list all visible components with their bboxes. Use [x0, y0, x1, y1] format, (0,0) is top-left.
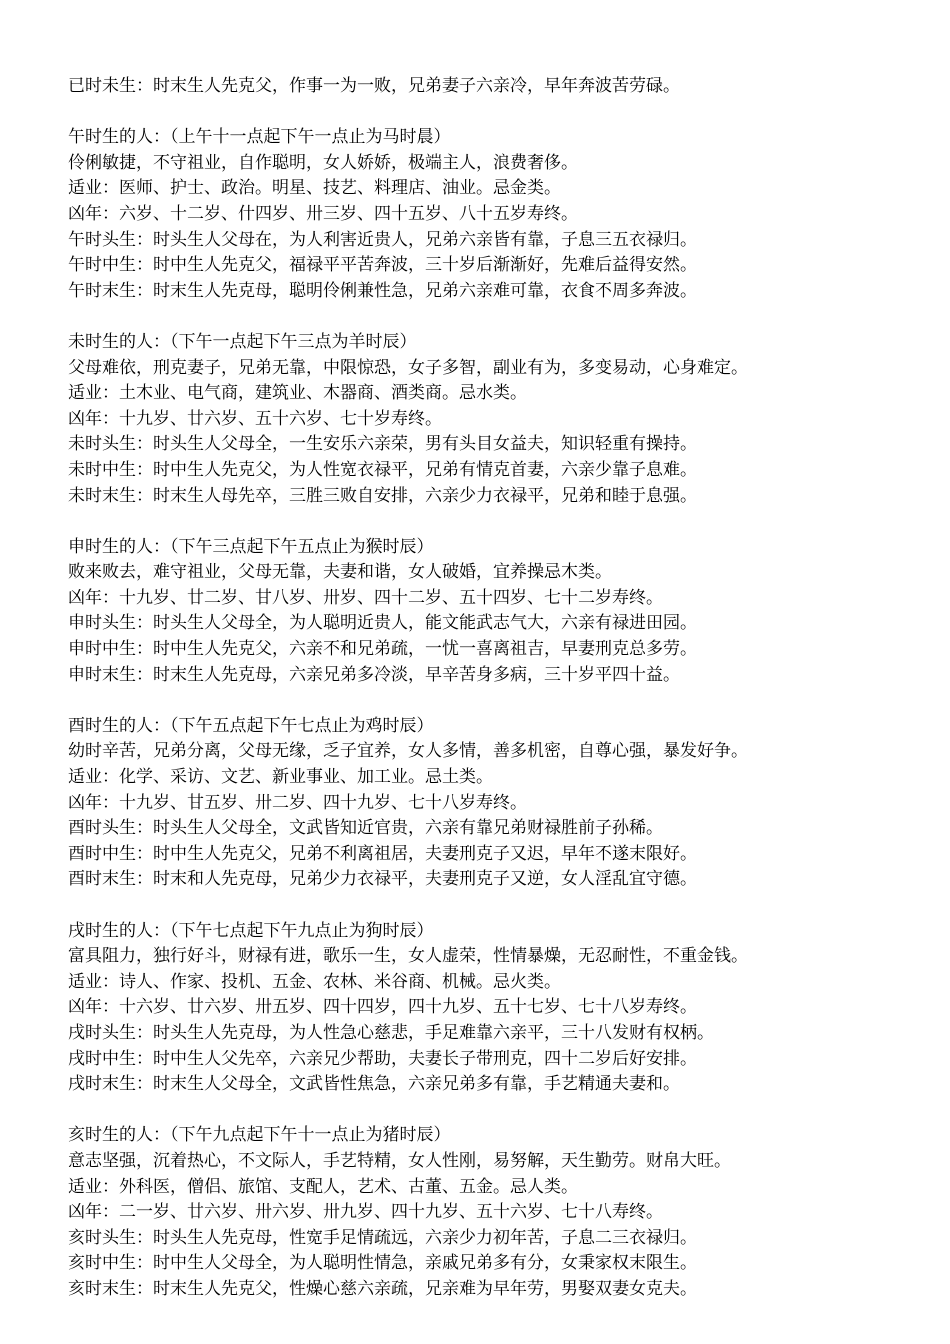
- text-line: 亥时头生：时头生人先克母，性宽手足情疏远，六亲少力初年苦，子息二三衣禄归。: [68, 1227, 697, 1248]
- paragraph-gap: [68, 100, 938, 126]
- paragraph-gap: [68, 688, 938, 714]
- text-line: 午时中生：时中生人先克父，福禄平平苦奔波，三十岁后渐渐好，先难后益得安然。: [68, 255, 697, 276]
- text-line: 凶年：十九岁、廿六岁、五十六岁、七十岁寿终。: [68, 408, 442, 429]
- text-line: 幼时辛苦，兄弟分离，父母无缘，乏子宜养，女人多情，善多机密，自尊心强，暴发好争。: [68, 741, 748, 762]
- text-line: 伶俐敏捷，不守祖业，自作聪明，女人娇娇，极端主人，浪费奢侈。: [68, 152, 578, 173]
- text-line: 未时头生：时头生人父母全，一生安乐六亲荣，男有头目女益夫，知识轻重有操持。: [68, 434, 697, 455]
- text-line: 凶年：二一岁、廿六岁、卅六岁、卅九岁、四十九岁、五十六岁、七十八寿终。: [68, 1202, 663, 1223]
- text-line: 未时生的人：（下午一点起下午三点为羊时辰）: [68, 331, 417, 352]
- text-line: 凶年：六岁、十二岁、什四岁、卅三岁、四十五岁、八十五岁寿终。: [68, 203, 578, 224]
- text-line: 戌时头生：时头生人先克母，为人性急心慈悲，手足难靠六亲平，三十八发财有权柄。: [68, 1022, 714, 1043]
- text-line: 申时中生：时中生人先克父，六亲不和兄弟疏，一忧一喜离祖吉，早妻刑克总多劳。: [68, 639, 697, 660]
- text-line: 申时头生：时头生人父母全，为人聪明近贵人，能文能武志气大，六亲有禄进田园。: [68, 613, 697, 634]
- text-line: 父母难依，刑克妻子，兄弟无靠，中限惊恐，女子多智，副业有为，多变易动，心身难定。: [68, 357, 748, 378]
- text-line: 已时未生：时末生人先克父，作事一为一败，兄弟妻子六亲冷，早年奔波苦劳碌。: [68, 76, 680, 96]
- text-line: 戌时中生：时中生人父先卒，六亲兄少帮助，夫妻长子带刑克，四十二岁后好安排。: [68, 1048, 697, 1069]
- text-line: 未时末生：时末生人母先卒，三胜三败自安排，六亲少力衣禄平，兄弟和睦于息强。: [68, 485, 697, 506]
- text-line: 适业：化学、采访、文艺、新业事业、加工业。忌土类。: [68, 767, 493, 788]
- text-line: 酉时中生：时中生人先克父，兄弟不利离祖居，夫妻刑克子又迟，早年不遂末限好。: [68, 843, 697, 864]
- text-line: 未时中生：时中生人先克父，为人性宽衣禄平，兄弟有情克首妻，六亲少靠子息难。: [68, 459, 697, 480]
- text-line: 戌时生的人：（下午七点起下午九点止为狗时辰）: [68, 920, 434, 941]
- text-line: 酉时头生：时头生人父母全，文武皆知近官贵，六亲有靠兄弟财禄胜前子孙稀。: [68, 818, 663, 839]
- text-line: 凶年：十六岁、廿六岁、卅五岁、四十四岁，四十九岁、五十七岁、七十八岁寿终。: [68, 997, 697, 1018]
- text-line: 凶年：十九岁、甘五岁、卅二岁、四十九岁、七十八岁寿终。: [68, 792, 527, 813]
- text-line: 富具阻力，独行好斗，财禄有进，歌乐一生，女人虚荣，性情暴燥，无忍耐性，不重金钱。: [68, 946, 748, 967]
- paragraph-gap: [68, 1098, 938, 1124]
- text-line: 午时头生：时头生人父母在，为人利害近贵人，兄弟六亲皆有靠，子息三五衣禄归。: [68, 229, 697, 250]
- text-line: 适业：土木业、电气商，建筑业、木器商、酒类商。忌水类。: [68, 383, 527, 404]
- text-line: 酉时生的人：（下午五点起下午七点止为鸡时辰）: [68, 715, 434, 736]
- text-line: 适业：医师、护士、政治。明星、技艺、料理店、油业。忌金类。: [68, 178, 561, 199]
- text-line: 意志坚强，沉着热心，不文际人，手艺特精，女人性刚，易努解，天生勤劳。财帛大旺。: [68, 1150, 731, 1171]
- text-line: 亥时中生：时中生人父母全，为人聪明性情急，亲戚兄弟多有分，女秉家权末限生。: [68, 1253, 697, 1274]
- text-line: 午时生的人：（上午十一点起下午一点止为马时晨）: [68, 127, 451, 148]
- text-line: 申时生的人：（下午三点起下午五点止为猴时辰）: [68, 536, 434, 557]
- paragraph-gap: [68, 509, 938, 535]
- text-line: 戌时末生：时末生人父母全，文武皆性焦急，六亲兄弟多有靠，手艺精通夫妻和。: [68, 1074, 680, 1095]
- paragraph-gap: [68, 893, 938, 919]
- text-line: 败来败去，难守祖业，父母无靠，夫妻和谐，女人破婚，宜养操忌木类。: [68, 562, 612, 583]
- text-line: 申时末生：时末生人先克母，六亲兄弟多冷淡，早辛苦身多病，三十岁平四十益。: [68, 664, 680, 685]
- text-line: 午时末生：时末生人先克母，聪明伶俐兼性急，兄弟六亲难可靠，衣食不周多奔波。: [68, 280, 697, 301]
- text-line: 亥时生的人：（下午九点起下午十一点止为猪时辰）: [68, 1125, 451, 1146]
- text-line: 适业：外科医，僧侣、旅馆、支配人，艺术、古董、五金。忌人类。: [68, 1176, 578, 1197]
- text-line: 酉时末生：时末和人先克母，兄弟少力衣禄平，夫妻刑克子又逆，女人淫乱宜守德。: [68, 869, 697, 890]
- paragraph-gap: [68, 304, 938, 330]
- document-page: [68, 74, 938, 1303]
- text-line: 亥时末生：时末生人先克父，性燥心慈六亲疏，兄亲难为早年劳，男娶双妻女克夫。: [68, 1278, 697, 1299]
- text-line: 凶年：十九岁、廿二岁、甘八岁、卅岁、四十二岁、五十四岁、七十二岁寿终。: [68, 587, 663, 608]
- text-line: 适业：诗人、作家、投机、五金、农林、米谷商、机械。忌火类。: [68, 971, 561, 992]
